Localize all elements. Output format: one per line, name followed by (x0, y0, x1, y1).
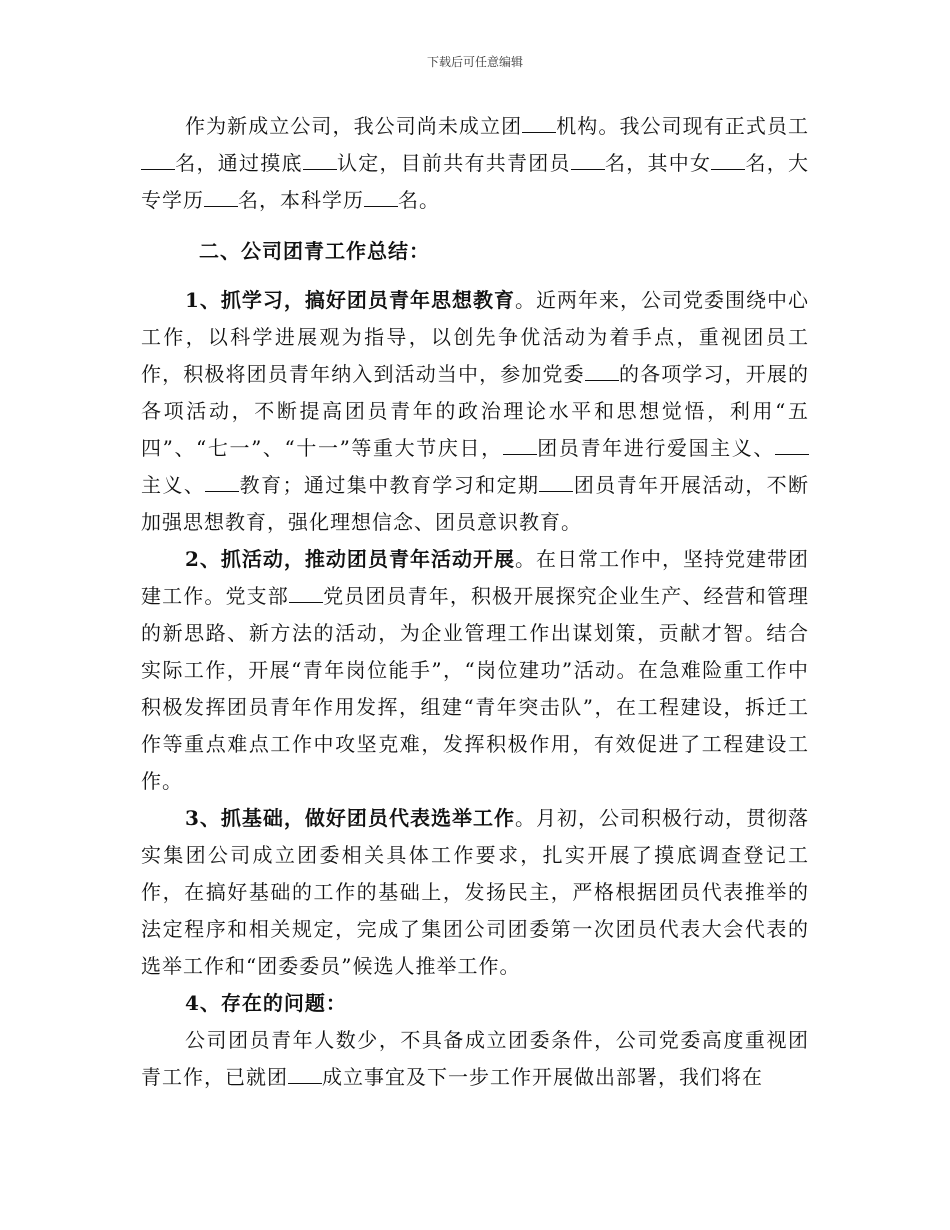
section-heading: 二、公司团青工作总结： (199, 239, 430, 263)
text-run: 主义、 (141, 473, 206, 497)
item3-paragraph (141, 800, 809, 985)
text-run: 名，大专学历 (141, 151, 809, 212)
blank (288, 1067, 322, 1084)
item2-lead: 2、抓活动，推动团员青年活动开展 (185, 547, 515, 571)
text-run: 成立事宜及下一步工作开展做出部署，我们将在 (322, 1065, 763, 1089)
text-run: 党员团员青年，积极开展探究企业生产、经营和管理的新思路、新方法的活动，为企业管理工作出谋划策，贡献才智。结合实际工作，开展“青年岗位能手”，“岗位建功”活动。在急难险重工作中积极发挥团员青年作用发挥，组建“青年突击队”，在工程建设，拆迁工作等重点难点工作中攻坚克难，发挥积极作用，有效促进了工程建设工作。 (141, 584, 810, 793)
blank (364, 190, 398, 207)
blank (711, 153, 745, 170)
text-run: 。在日常工作中，坚持党建带团建工作。党支部 (141, 547, 810, 608)
blank (303, 153, 337, 170)
item2-paragraph (141, 541, 809, 800)
blank (503, 438, 537, 455)
text-run: 公司团员青年人数少，不具备成立团委条件，公司党委高度重视团青工作，已就团 (141, 1028, 809, 1089)
blank (522, 116, 556, 133)
blank (585, 364, 619, 381)
item1-paragraph (141, 282, 809, 541)
text-run: 作为新成立公司，我公司尚未成立团 (185, 114, 523, 138)
text-run: 名，其中女 (604, 151, 712, 175)
blank (571, 153, 605, 170)
blank (539, 475, 573, 492)
item4-heading: 4、存在的问题： (185, 991, 347, 1015)
text-run: 机构。我公司现有正式员工 (556, 114, 810, 138)
item1-lead: 1、抓学习，搞好团员青年思想教育 (185, 288, 515, 312)
item4-paragraph (141, 1022, 809, 1096)
header-note: 下载后可任意编辑 (426, 55, 523, 69)
text-run: 名，通过摸底 (175, 151, 303, 175)
text-run: 名。 (398, 188, 440, 212)
blank (204, 190, 238, 207)
page-header (0, 55, 950, 69)
item3-lead: 3、抓基础，做好团员代表选举工作 (185, 806, 515, 830)
text-run: 。近两年来，公司党委围绕中心工作，以科学进展观为指导，以创先争优活动为着手点，重视团员工作，积极将团员青年纳入到活动当中，参加党委 (141, 288, 810, 386)
blank (289, 586, 323, 603)
blank (775, 438, 809, 455)
text-run: 团员青年进行爱国主义、 (536, 436, 776, 460)
text-run: 名，本科学历 (238, 188, 364, 212)
document-body (141, 108, 809, 1096)
text-run: 的各项学习，开展的各项活动，不断提高团员青年的政治理论水平和思想觉悟，利用“五四”、“七一”、“十一”等重大节庆日， (141, 362, 810, 460)
text-run: 认定，目前共有共青团员 (336, 151, 571, 175)
text-run: 教育；通过集中教育学习和定期 (239, 473, 540, 497)
text-run: 。月初，公司积极行动，贯彻落实集团公司成立团委相关具体工作要求，扎实开展了摸底调查登记工作，在搞好基础的工作的基础上，发扬民主，严格根据团员代表推举的法定程序和相关规定，完成了集团公司团委第一次团员代表大会代表的选举工作和“团委委员”候选人推举工作。 (141, 806, 810, 978)
blank (141, 153, 175, 170)
blank (205, 475, 239, 492)
text-run: 团员青年开展活动，不断加强思想教育，强化理想信念、团员意识教育。 (141, 473, 810, 534)
intro-paragraph (141, 108, 809, 219)
